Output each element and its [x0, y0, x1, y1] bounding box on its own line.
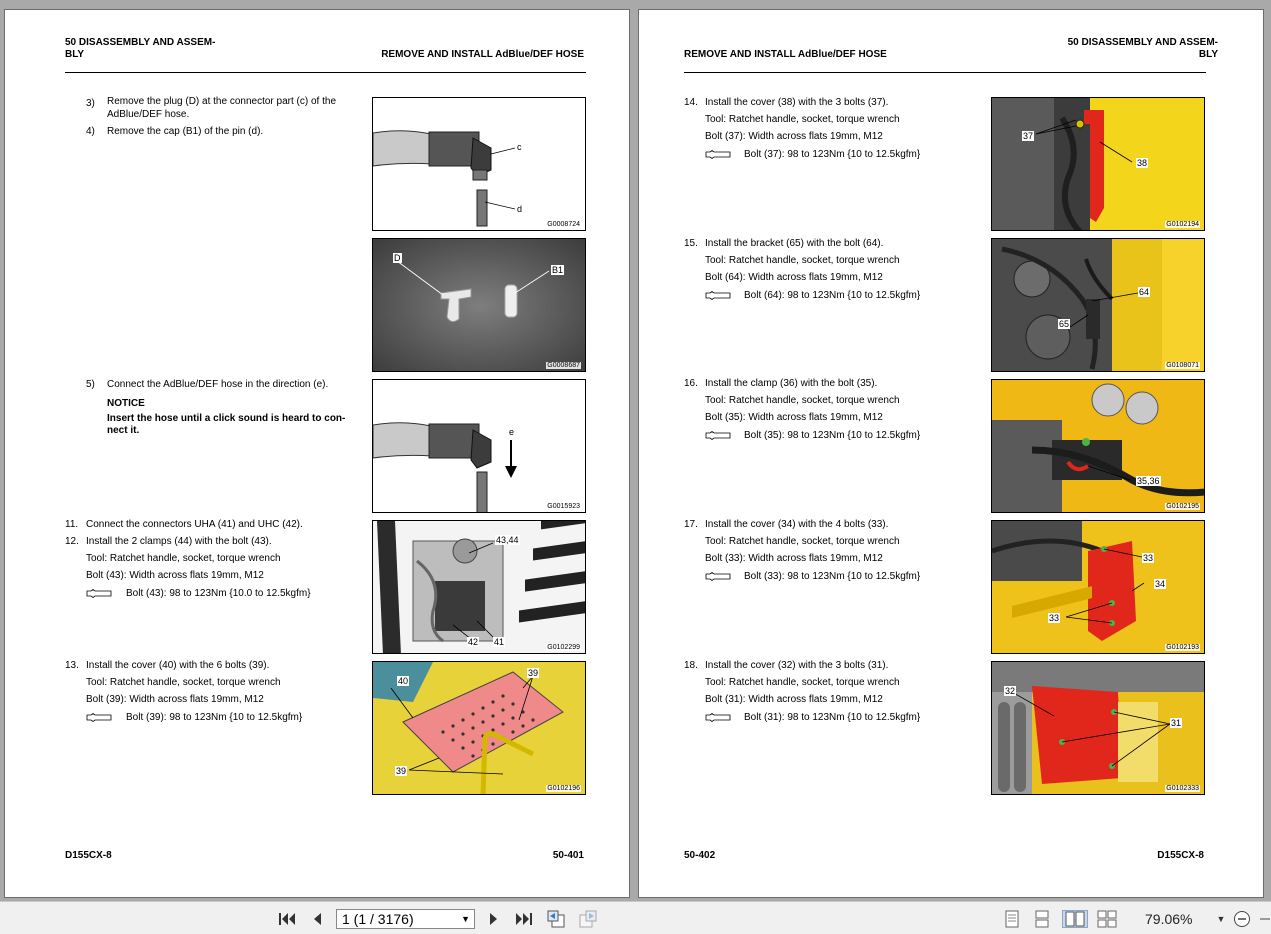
callout-label: 39 [528, 668, 539, 678]
zoom-out-icon[interactable] [1232, 910, 1252, 928]
figure-id: G0008724 [547, 221, 580, 228]
section-header-line2: BLY [1198, 49, 1218, 60]
torque-wrench-icon [705, 150, 731, 159]
callout-label: 39 [396, 766, 407, 776]
step-line: Tool: Ratchet handle, socket, torque wrench [705, 536, 900, 547]
step-text [705, 94, 900, 145]
figure-connector-plug [372, 97, 586, 231]
single-page-view-icon[interactable] [1003, 910, 1021, 928]
step-line: Tool: Ratchet handle, socket, torque wrench [705, 395, 900, 406]
footer-page-number: 50-401 [552, 850, 584, 861]
page-number-input[interactable] [336, 909, 475, 929]
notice-title: NOTICE [107, 398, 145, 409]
callout-label: 37 [1023, 131, 1034, 141]
step-line: Tool: Ratchet handle, socket, torque wrench [705, 255, 900, 266]
step-line: Bolt (64): Width across flats 19mm, M12 [705, 272, 883, 283]
next-page-icon[interactable] [486, 910, 502, 928]
step-number: 3) [86, 98, 95, 109]
callout-label: d [517, 204, 523, 214]
continuous-view-icon[interactable] [1033, 910, 1051, 928]
figure-id: G0008687 [547, 362, 580, 369]
step-line: Tool: Ratchet handle, socket, torque wrench [705, 677, 900, 688]
step-text [705, 375, 900, 426]
callout-label: 33 [1049, 613, 1060, 623]
figure-id: G0102193 [1166, 644, 1199, 651]
figure-id: G0102194 [1166, 221, 1199, 228]
figure-id: G0102333 [1166, 785, 1199, 792]
callout-label: 64 [1139, 287, 1150, 297]
zoom-level[interactable]: 79.06% [1145, 911, 1193, 927]
zoom-dropdown-icon[interactable]: ▼ [1216, 914, 1226, 924]
callout-label: 32 [1005, 686, 1016, 696]
callout-label: 33 [1143, 553, 1154, 563]
step-number: 11. [65, 519, 79, 530]
figure-plug-and-cap-photo [372, 238, 586, 372]
step-text [86, 533, 281, 584]
step-line: Install the cover (40) with the 6 bolts (39). [86, 660, 270, 671]
prev-page-icon[interactable] [309, 910, 325, 928]
notice-line: Insert the hose until a click sound is heard to con- [107, 413, 346, 424]
figure-clamp-36 [991, 379, 1205, 513]
step-line: Install the cover (34) with the 4 bolts (33). [705, 519, 889, 530]
go-back-icon[interactable] [545, 910, 567, 928]
step-number: 18. [684, 660, 698, 671]
step-number: 5) [86, 379, 95, 390]
figure-cover-34 [991, 520, 1205, 654]
figure-id: G0015923 [547, 503, 580, 510]
step-number: 14. [684, 97, 698, 108]
callout-label: 65 [1059, 319, 1070, 329]
step-text [705, 657, 900, 708]
footer-page-number: 50-402 [684, 850, 716, 861]
two-page-view-icon[interactable] [1062, 910, 1088, 928]
step-line: Bolt (39): Width across flats 19mm, M12 [86, 694, 264, 705]
header-rule [65, 72, 586, 73]
step-text [86, 657, 281, 708]
toolbar-overflow-handle[interactable] [1258, 910, 1271, 928]
torque-wrench-icon [705, 572, 731, 581]
step-line: Install the bracket (65) with the bolt (64). [705, 238, 884, 249]
page-50-401 [4, 9, 630, 898]
step-line: Tool: Ratchet handle, socket, torque wrench [86, 553, 281, 564]
step-number: 13. [65, 660, 79, 671]
callout-label: 41 [494, 637, 505, 647]
figure-cover-38 [991, 97, 1205, 231]
torque-spec: Bolt (31): 98 to 123Nm {10 to 12.5kgfm} [744, 712, 921, 723]
torque-wrench-icon [86, 589, 112, 598]
torque-spec: Bolt (64): 98 to 123Nm {10 to 12.5kgfm} [744, 290, 921, 301]
step-line: Install the clamp (36) with the bolt (35). [705, 378, 878, 389]
two-page-continuous-icon[interactable] [1096, 910, 1118, 928]
step-line: Install the 2 clamps (44) with the bolt (43). [86, 536, 272, 547]
step-text: Connect the connectors UHA (41) and UHC (42). [86, 519, 303, 530]
step-line: Bolt (37): Width across flats 19mm, M12 [705, 131, 883, 142]
callout-label: 43,44 [496, 535, 519, 545]
step-text [107, 95, 336, 121]
step-line: Bolt (43): Width across flats 19mm, M12 [86, 570, 264, 581]
page-50-402 [638, 9, 1264, 898]
notice-text [107, 413, 345, 437]
torque-wrench-icon [705, 431, 731, 440]
torque-spec: Bolt (37): 98 to 123Nm {10 to 12.5kgfm} [744, 149, 921, 160]
callout-label: B1 [552, 265, 564, 275]
callout-label: 38 [1137, 158, 1148, 168]
page-title: REMOVE AND INSTALL AdBlue/DEF HOSE [684, 49, 887, 60]
step-line: Install the cover (32) with the 3 bolts (31). [705, 660, 889, 671]
callout-label: D [394, 253, 401, 263]
first-page-icon[interactable] [277, 910, 297, 928]
callout-label: 40 [398, 676, 409, 686]
step-line: Bolt (35): Width across flats 19mm, M12 [705, 412, 883, 423]
torque-spec: Bolt (43): 98 to 123Nm {10.0 to 12.5kgfm} [126, 588, 311, 599]
footer-model: D155CX-8 [65, 850, 112, 861]
step-number: 15. [684, 238, 698, 249]
figure-id: G0108071 [1166, 362, 1199, 369]
step-number: 16. [684, 378, 698, 389]
footer-model: D155CX-8 [1157, 850, 1204, 861]
callout-label: e [509, 427, 515, 437]
figure-connect-hose [372, 379, 586, 513]
last-page-icon[interactable] [514, 910, 534, 928]
callout-label: 31 [1171, 718, 1182, 728]
section-header-line1: 50 DISASSEMBLY AND ASSEM- [65, 37, 216, 48]
figure-cover-32 [991, 661, 1205, 795]
step-line: AdBlue/DEF hose. [107, 109, 190, 120]
viewer-toolbar [0, 901, 1271, 934]
torque-spec: Bolt (33): 98 to 123Nm {10 to 12.5kgfm} [744, 571, 921, 582]
step-line: Tool: Ratchet handle, socket, torque wrench [705, 114, 900, 125]
callout-label: 34 [1155, 579, 1166, 589]
section-header [1068, 37, 1218, 61]
section-header-line1: 50 DISASSEMBLY AND ASSEM- [1067, 37, 1218, 48]
torque-spec: Bolt (39): 98 to 123Nm {10 to 12.5kgfm} [126, 712, 303, 723]
figure-bracket-65 [991, 238, 1205, 372]
step-line: Install the cover (38) with the 3 bolts (37). [705, 97, 889, 108]
section-header-line2: BLY [65, 49, 85, 60]
callout-label: c [517, 142, 522, 152]
section-header [65, 37, 215, 61]
figure-connectors-clamps [372, 520, 586, 654]
figure-id: G0102196 [547, 785, 580, 792]
header-rule [684, 72, 1206, 73]
torque-spec: Bolt (35): 98 to 123Nm {10 to 12.5kgfm} [744, 430, 921, 441]
page-title: REMOVE AND INSTALL AdBlue/DEF HOSE [381, 49, 584, 60]
figure-cover-40 [372, 661, 586, 795]
torque-wrench-icon [705, 291, 731, 300]
step-number: 4) [86, 126, 95, 137]
torque-wrench-icon [705, 713, 731, 722]
step-line: Bolt (31): Width across flats 19mm, M12 [705, 694, 883, 705]
step-line: Bolt (33): Width across flats 19mm, M12 [705, 553, 883, 564]
step-line: Tool: Ratchet handle, socket, torque wrench [86, 677, 281, 688]
step-text [705, 235, 900, 286]
chevron-down-icon[interactable]: ▼ [461, 914, 470, 924]
step-number: 17. [684, 519, 698, 530]
callout-label: 42 [468, 637, 479, 647]
step-text: Connect the AdBlue/DEF hose in the direction (e). [107, 379, 329, 390]
notice-line: nect it. [107, 425, 140, 436]
step-line: Remove the plug (D) at the connector part (c) of the [107, 96, 336, 107]
step-text: Remove the cap (B1) of the pin (d). [107, 126, 264, 137]
go-forward-icon[interactable] [577, 910, 599, 928]
step-text [705, 516, 900, 567]
figure-id: G0102195 [1166, 503, 1199, 510]
figure-id: G0102299 [547, 644, 580, 651]
step-number: 12. [65, 536, 79, 547]
callout-label: 35,36 [1137, 476, 1160, 486]
torque-wrench-icon [86, 713, 112, 722]
page-indicator-text: 1 (1 / 3176) [342, 911, 414, 927]
